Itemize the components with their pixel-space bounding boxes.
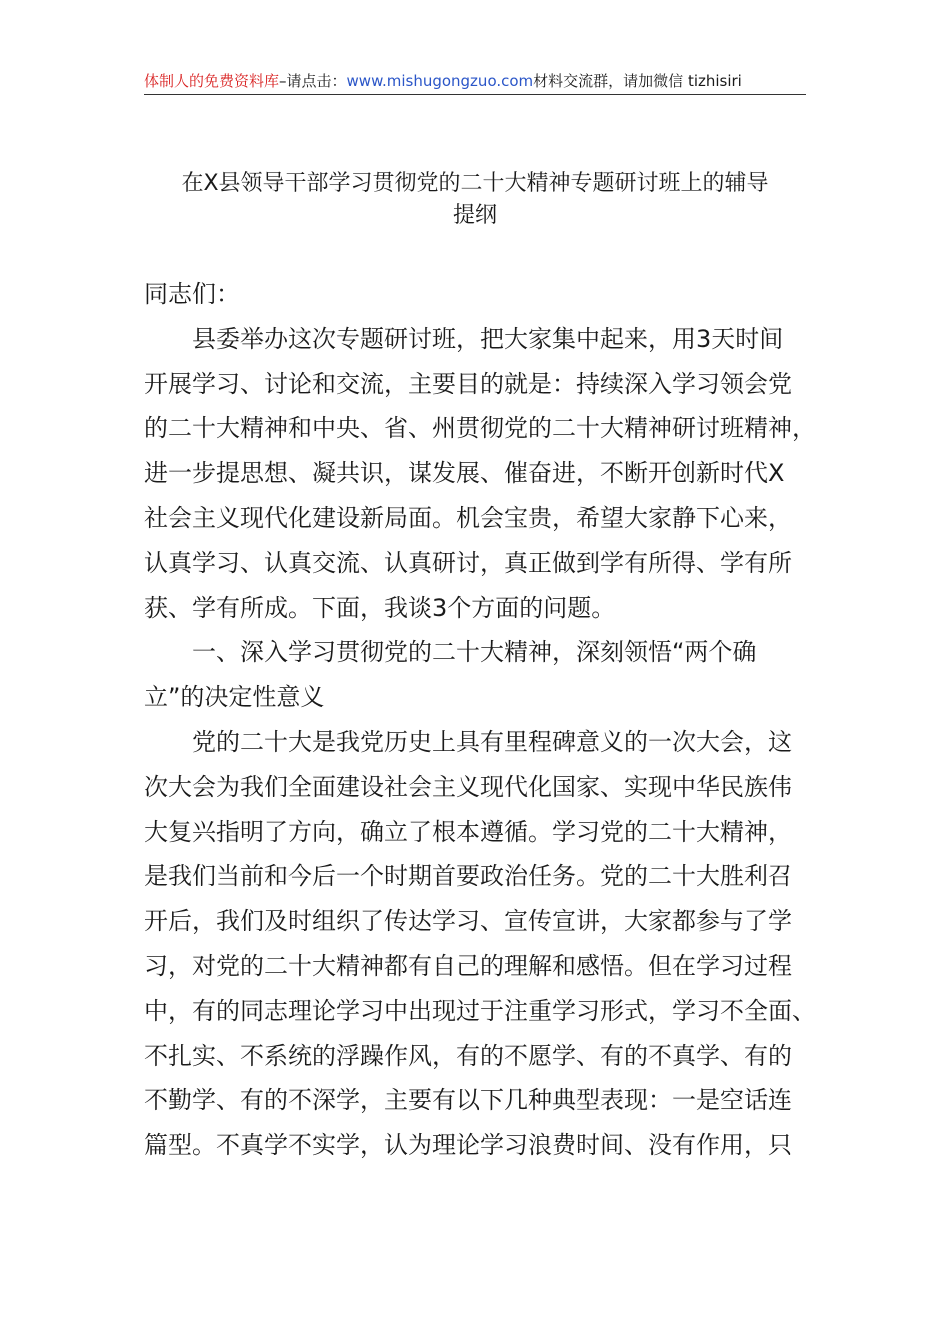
title-line-2: 提纲 bbox=[452, 203, 497, 228]
page-header bbox=[144, 68, 806, 95]
body-line: 开展学习、讨论和交流，主要目的就是：持续深入学习领会党 bbox=[144, 369, 792, 398]
header-url-link[interactable]: www.mishugongzuo.com bbox=[346, 72, 534, 90]
body-line: 大复兴指明了方向，确立了根本遵循。学习党的二十大精神， bbox=[144, 817, 792, 846]
body-line: 社会主义现代化建设新局面。机会宝贵，希望大家静下心来， bbox=[144, 503, 792, 532]
document-title bbox=[144, 168, 806, 232]
body-line: 中，有的同志理论学习中出现过于注重学习形式，学习不全面、 bbox=[144, 996, 816, 1025]
body-line: 不勤学、有的不深学，主要有以下几种典型表现：一是空话连 bbox=[144, 1086, 792, 1115]
body-line: 开后，我们及时组织了传达学习、宣传宣讲，大家都参与了学 bbox=[144, 907, 792, 936]
header-brand: 体制人的免费资料库 bbox=[144, 72, 280, 90]
body-line: 不扎实、不系统的浮躁作风，有的不愿学、有的不真学、有的 bbox=[144, 1041, 792, 1070]
body-line: 县委举办这次专题研讨班，把大家集中起来，用3天时间 bbox=[192, 324, 784, 353]
body-line: 篇型。不真学不实学，认为理论学习浪费时间、没有作用，只 bbox=[144, 1131, 792, 1160]
title-line-1: 在X县领导干部学习贯彻党的二十大精神专题研讨班上的辅导 bbox=[181, 171, 769, 196]
body-line: 是我们当前和今后一个时期首要政治任务。党的二十大胜利召 bbox=[144, 862, 792, 891]
body-line: 次大会为我们全面建设社会主义现代化国家、实现中华民族伟 bbox=[144, 772, 792, 801]
section-heading-line: 一、深入学习贯彻党的二十大精神，深刻领悟“两个确 bbox=[192, 638, 757, 667]
section-heading-line: 立”的决定性意义 bbox=[144, 683, 325, 712]
body-line: 的二十大精神和中央、省、州贯彻党的二十大精神研讨班精神， bbox=[144, 414, 816, 443]
header-note: 材料交流群，请加微信 tizhisiri bbox=[533, 72, 742, 90]
body-line: 获、学有所成。下面，我谈3个方面的问题。 bbox=[144, 593, 616, 622]
document-body bbox=[144, 272, 816, 1168]
salutation: 同志们： bbox=[144, 280, 240, 308]
body-line: 党的二十大是我党历史上具有里程碑意义的一次大会，这 bbox=[192, 727, 792, 756]
body-line: 认真学习、认真交流、认真研讨，真正做到学有所得、学有所 bbox=[144, 548, 792, 577]
body-line: 习，对党的二十大精神都有自己的理解和感悟。但在学习过程 bbox=[144, 951, 792, 980]
header-prompt: –请点击： bbox=[279, 72, 347, 90]
body-line: 进一步提思想、凝共识，谋发展、催奋进，不断开创新时代X bbox=[144, 459, 785, 488]
